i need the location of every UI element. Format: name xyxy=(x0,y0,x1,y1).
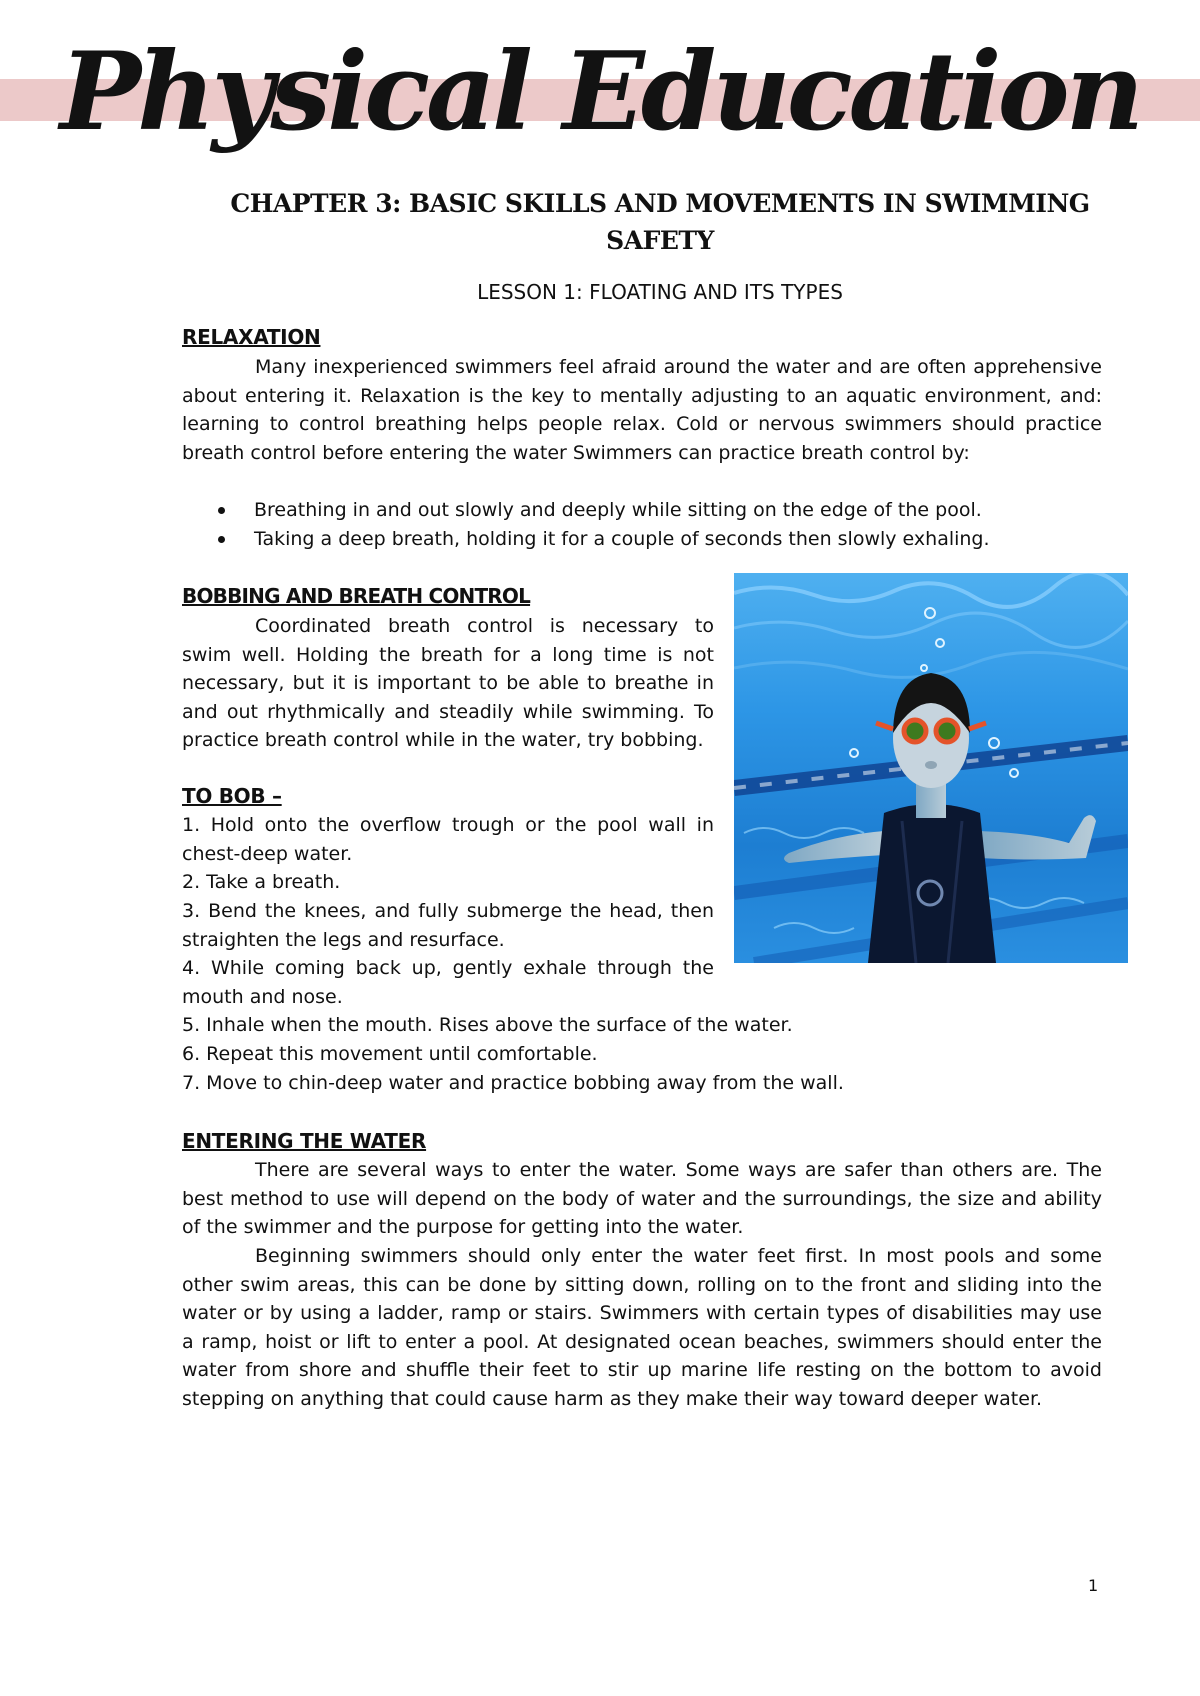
page-number: 1 xyxy=(1088,1576,1099,1595)
bob-step: 1. Hold onto the overflow trough or the pool wall in chest-deep water. xyxy=(182,814,714,865)
bullet-item: Taking a deep breath, holding it for a couple of seconds then slowly exhaling. xyxy=(182,525,1102,554)
bobbing-heading: BOBBING AND BREATH CONTROL xyxy=(182,584,531,608)
bullet-item: Breathing in and out slowly and deeply while sitting on the edge of the pool. xyxy=(182,496,1102,525)
relaxation-paragraph: Many inexperienced swimmers feel afraid around the water and are often apprehensive about entering it. Relaxation is the key to mentally adjusting to an aquatic environment, and: learning to control breathing helps people relax. Cold or nervous swimmers should practice breath control before entering the water Swimmers can practice breath control by: xyxy=(182,356,1102,464)
entering-paragraph-2: Beginning swimmers should only enter the water feet first. In most pools and some other swim areas, this can be done by sitting down, rolling on to the front and sliding into the water or by using a ladder, ramp or stairs. Swimmers with certain types of disabilities may use a ramp, hoist or lift to enter a pool. At designated ocean beaches, swimmers should enter the water from shore and shuffle their feet to stir up marine life resting on the bottom to avoid stepping on anything that could cause harm as they make their way toward deeper water. xyxy=(182,1245,1102,1410)
bob-step: 3. Bend the knees, and fully submerge the head, then straighten the legs and resurface. xyxy=(182,900,714,951)
bob-step: 7. Move to chin-deep water and practice bobbing away from the wall. xyxy=(182,1072,844,1094)
underwater-swimmer-photo xyxy=(734,573,1128,963)
bob-step: 5. Inhale when the mouth. Rises above the surface of the water. xyxy=(182,1014,793,1036)
bob-step: 4. While coming back up, gently exhale through the mouth and nose. xyxy=(182,957,714,1008)
entering-heading: ENTERING THE WATER xyxy=(182,1129,427,1153)
relaxation-heading: RELAXATION xyxy=(182,325,321,349)
to-bob-heading: TO BOB – xyxy=(182,784,282,808)
lesson-title: LESSON 1: FLOATING AND ITS TYPES xyxy=(477,280,843,304)
bobbing-paragraph: Coordinated breath control is necessary to swim well. Holding the breath for a long time is not necessary, but it is important to be able to breathe in and out rhythmically and steadily while swimming. To practice breath control while in the water, try bobbing. xyxy=(182,615,714,752)
page-title: Physical Education xyxy=(59,29,1141,155)
bob-step: 2. Take a breath. xyxy=(182,871,341,893)
bob-step: 6. Repeat this movement until comfortable. xyxy=(182,1043,598,1065)
chapter-title xyxy=(160,185,1160,259)
entering-paragraph-1: There are several ways to enter the water. Some ways are safer than others are. The best method to use will depend on the body of water and the surroundings, the size and ability of the swimmer and the purpose for getting into the water. xyxy=(182,1159,1102,1239)
chapter-title-line-2: SAFETY xyxy=(606,226,714,255)
chapter-title-line-1: CHAPTER 3: BASIC SKILLS AND MOVEMENTS IN SWIMMING xyxy=(230,189,1090,218)
relaxation-bullet-list xyxy=(182,496,1102,553)
